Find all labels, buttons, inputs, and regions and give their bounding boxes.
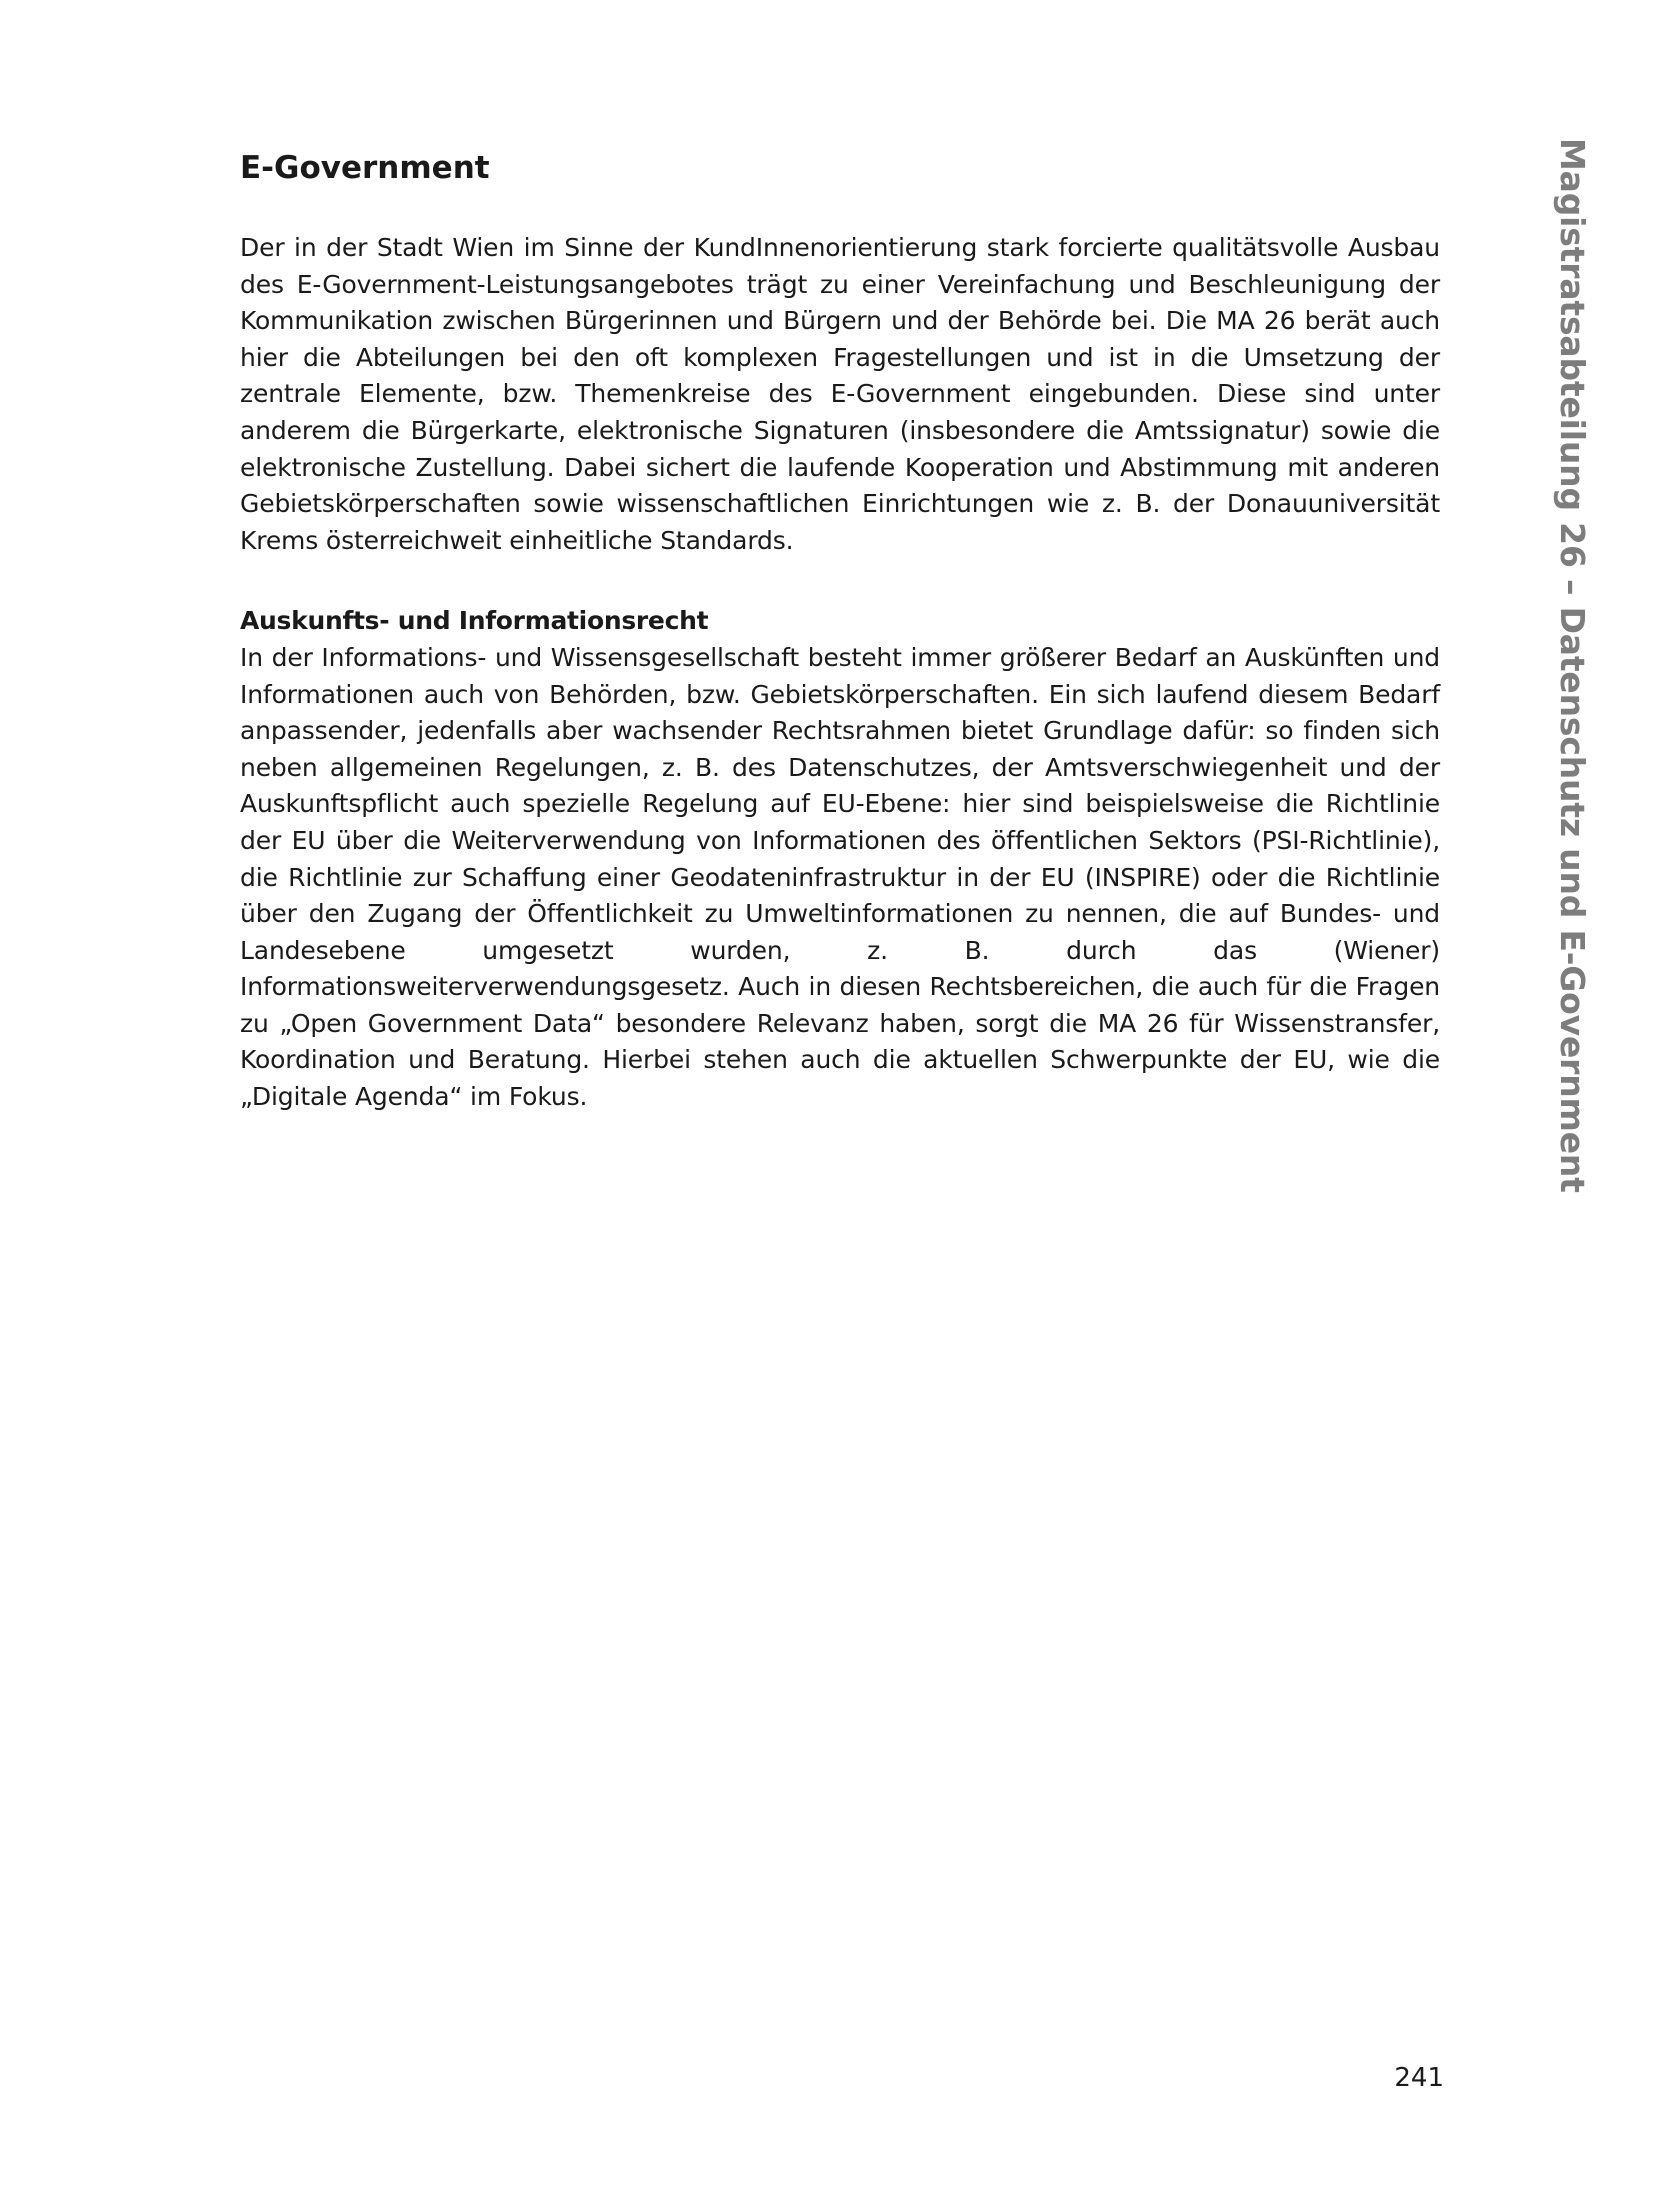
subsection-heading: Auskunfts- und Informationsrecht bbox=[240, 606, 709, 636]
chapter-side-label: Magistratsabteilung 26 – Datenschutz und E-Government bbox=[1553, 138, 1592, 1193]
section-title: E-Government bbox=[240, 150, 490, 186]
information-law-paragraph: In der Informations- und Wissensgesellschaft besteht immer größerer Bedarf an Auskünften und Informationen auch von Behörden, bzw. Gebietskörperschaften. Ein sich laufend diesem Bedarf anpassender, jedenfalls aber wachsender Rechtsrahmen bietet Grundlage dafür: so finden sich neben allgemeinen Regelungen, z. B. des Datenschutzes, der Amtsverschwiegenheit und der Auskunftspflicht auch spezielle Regelung auf EU-Ebene: hier sind beispielsweise die Richtlinie der EU über die Weiterverwendung von Informationen des öffentlichen Sektors (PSI-Richtlinie), die Richtlinie zur Schaffung einer Geodateninfrastruktur in der EU (INSPIRE) oder die Richtlinie über den Zugang der Öffentlichkeit zu Umweltinformationen zu nennen, die auf Bundes- und Landesebene umgesetzt wurden, z. B. durch das (Wiener) Informationsweiterverwendungsgesetz. Auch in diesen Rechtsbereichen, die auch für die Fragen zu „Open Government Data“ besondere Relevanz haben, sorgt die MA 26 für Wissenstransfer, Koordination und Beratung. Hierbei stehen auch die aktuellen Schwerpunkte der EU, wie die „Digitale Agenda“ im Fokus. bbox=[240, 642, 1440, 1112]
page-content bbox=[240, 148, 1440, 1116]
e-government-paragraph: Der in der Stadt Wien im Sinne der KundInnenorientierung stark forcierte qualitätsvolle Ausbau des E-Government-Leistungsangebotes trägt zu einer Vereinfachung und Beschleunigung der Kommunikation zwischen Bürgerinnen und Bürgern und der Behörde bei. Die MA 26 berät auch hier die Abteilungen bei den oft komplexen Fragestellungen und ist in die Umsetzung der zentrale Elemente, bzw. Themenkreise des E-Government eingebunden. Diese sind unter anderem die Bürgerkarte, elektronische Signaturen (insbesondere die Amtssignatur) sowie die elektronische Zustellung. Dabei sichert die laufende Kooperation und Abstimmung mit anderen Gebietskörperschaften sowie wissenschaftlichen Einrichtungen wie z. B. der Donauuniversität Krems österreichweit einheitliche Standards. bbox=[240, 233, 1440, 555]
side-label-container bbox=[1548, 138, 1594, 1193]
page-number: 241 bbox=[1394, 2063, 1444, 2093]
